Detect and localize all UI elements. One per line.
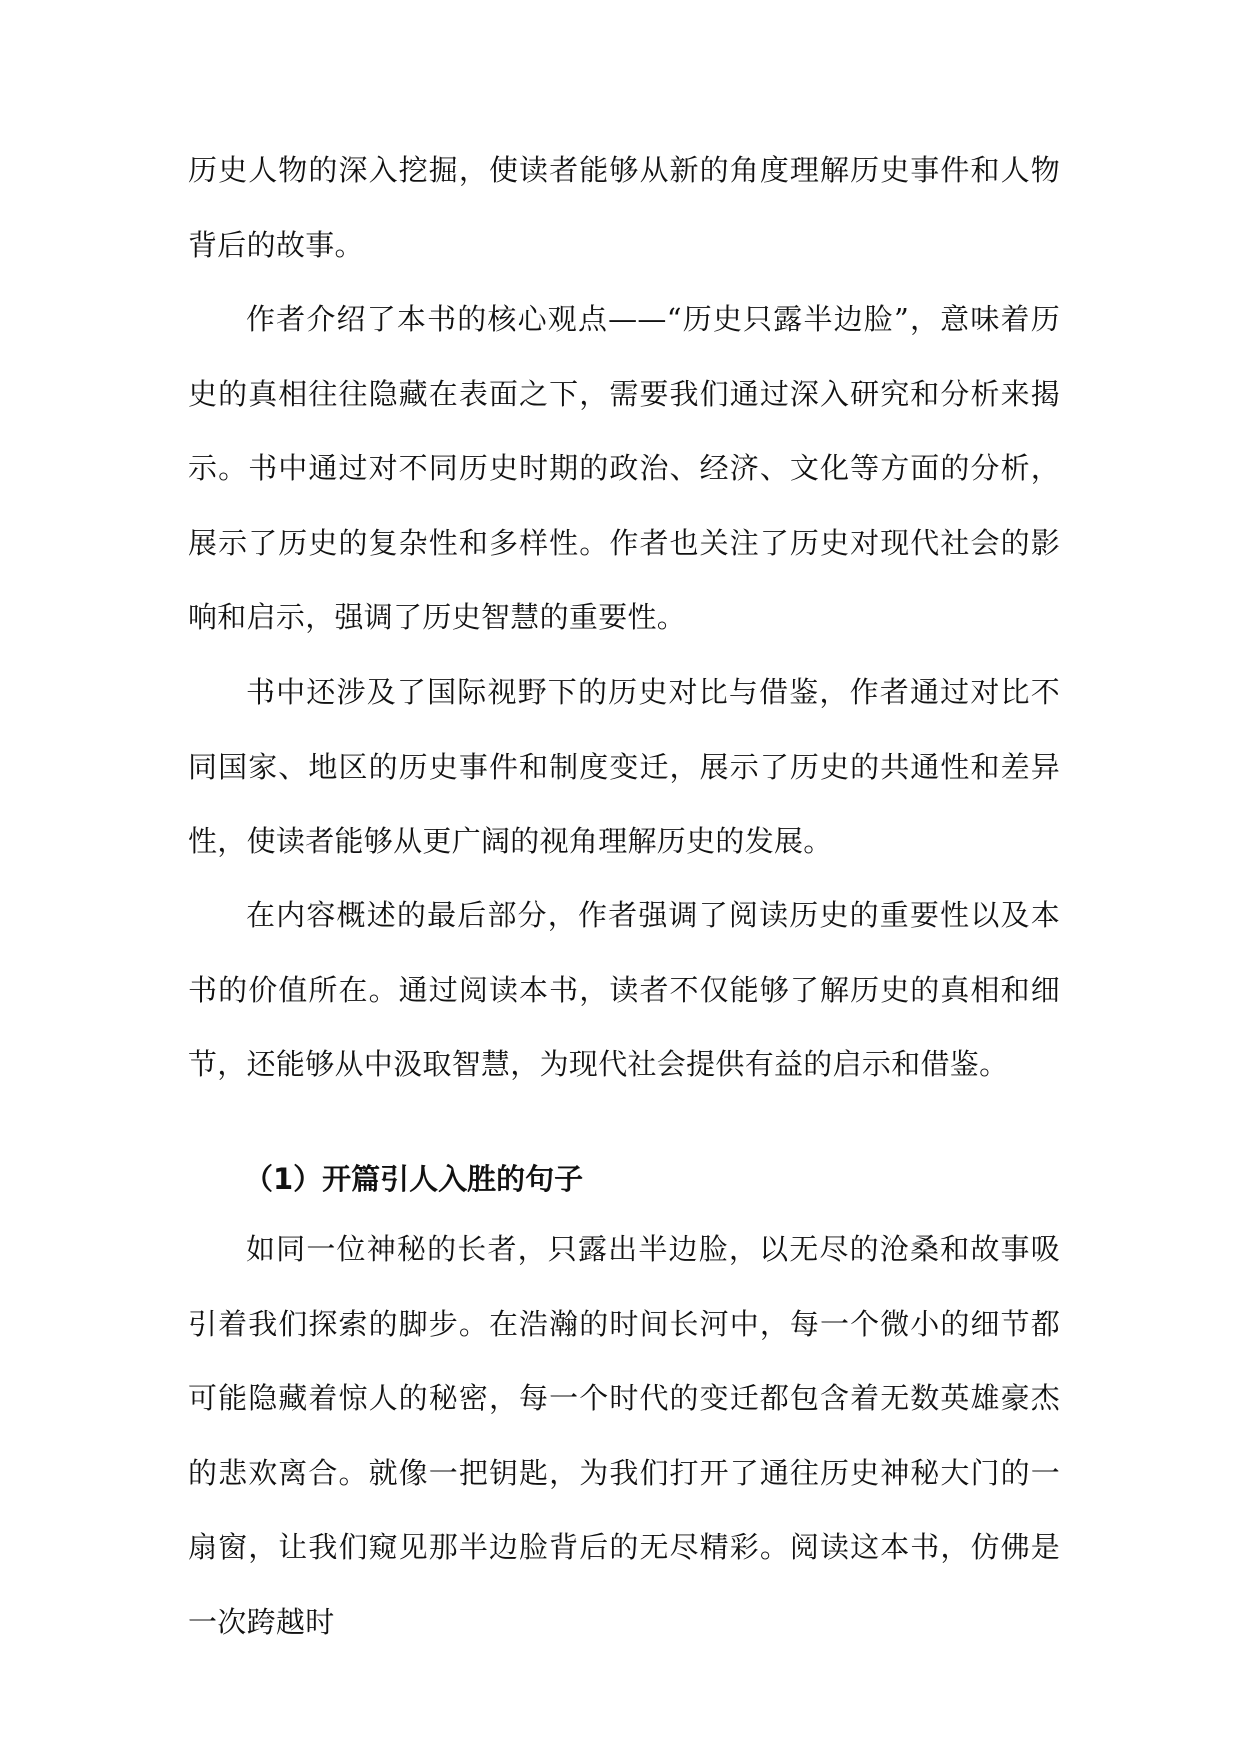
paragraph-text: 作者介绍了本书的核心观点——“历史只露半边脸”，意味着历史的真相往往隐藏在表面之下，需要我们通过深入研究和分析来揭示。书中通过对不同历史时期的政治、经济、文化等方面的分析，展示了历史的复杂性和多样性。作者也关注了历史对现代社会的影响和启示，强调了历史智慧的重要性。 <box>188 302 1060 634</box>
paragraph-summary <box>188 878 1060 1102</box>
paragraph-text: 书中还涉及了国际视野下的历史对比与借鉴，作者通过对比不同国家、地区的历史事件和制度变迁，展示了历史的共通性和差异性，使读者能够从更广阔的视角理解历史的发展。 <box>188 675 1060 858</box>
paragraph-core-viewpoint <box>188 282 1060 655</box>
paragraph-opening-sentence <box>188 1212 1060 1659</box>
section-heading: （1）开篇引人入胜的句子 <box>244 1162 584 1196</box>
paragraph-international-view <box>188 655 1060 879</box>
paragraph-text: 如同一位神秘的长者，只露出半边脸，以无尽的沧桑和故事吸引着我们探索的脚步。在浩瀚的时间长河中，每一个微小的细节都可能隐藏着惊人的秘密，每一个时代的变迁都包含着无数英雄豪杰的悲欢离合。就像一把钥匙，为我们打开了通往历史神秘大门的一扇窗，让我们窥见那半边脸背后的无尽精彩。阅读这本书，仿佛是一次跨越时 <box>188 1232 1060 1639</box>
paragraph-text: 历史人物的深入挖掘，使读者能够从新的角度理解历史事件和人物背后的故事。 <box>188 153 1060 262</box>
paragraph-text: 在内容概述的最后部分，作者强调了阅读历史的重要性以及本书的价值所在。通过阅读本书，读者不仅能够了解历史的真相和细节，还能够从中汲取智慧，为现代社会提供有益的启示和借鉴。 <box>188 898 1060 1081</box>
paragraph-continuation <box>188 133 1060 282</box>
